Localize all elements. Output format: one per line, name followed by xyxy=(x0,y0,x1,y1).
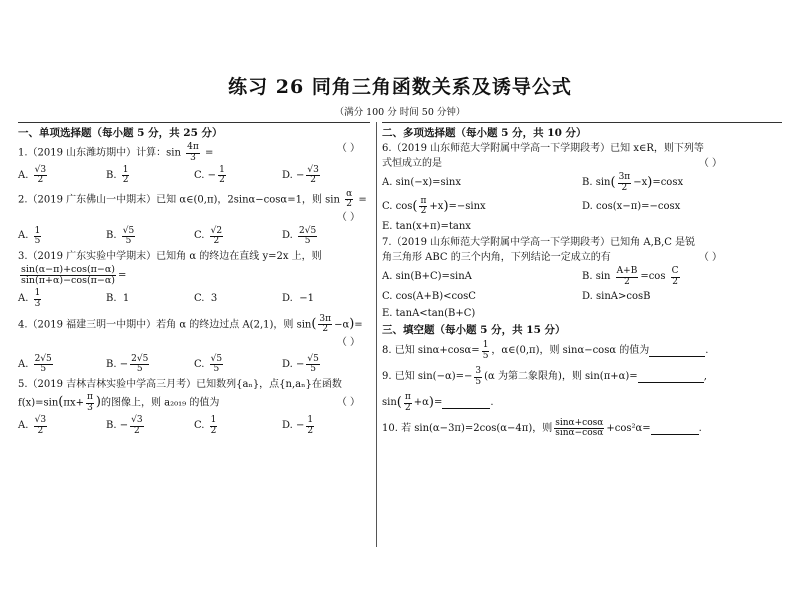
question-8: 8. 已知 sinα+cosα= $\frac{1}{5}$ ，α∈(0,π)，则 sinα−cosα 的值为 . xyxy=(382,340,709,361)
q1-option-d[interactable]: D. − $\frac{√3}{2}$ xyxy=(282,165,319,186)
q2-option-c[interactable]: C. $\frac{√2}{2}$ xyxy=(194,225,223,247)
q5-options xyxy=(18,416,370,436)
left-column: 一、单项选择题（每小题 5 分，共 25 分） 1.（2019 山东潍坊期中）计算：sin $\frac{4\pi}{3}$ = （ ） A. $\frac{√3}{2}$ B. $\frac{1}{2}$ C. − $\frac{1}{2}$ D. − $\frac{√3}{2}$ 2.（2019 广东佛山一中期末）已知 α∈(0,π)，2sinα−cosα=1，则 sin $\frac{\alpha}{2}$ = （ ） A. $\frac{1}{5}$ B. $\frac{√5}{5}$ C. $\frac{√2}{2}$ D. $\frac{2√5}{5}$ 3.（2019 广东实验中学期末）已知角 α 的终边在直线 y=2x 上，则 $\frac{\sin(\alpha-\pi)+\cos(\pi-\alpha)}{\sin(\pi+\alpha)-\cos(\pi-\alpha)}$ = A. $\frac{1}{3}$ B. 1 C. 3 D. −1 4.（2019 福建三明一中期中）若角 α 的终边过点 A(2,1)，则 sin( $\frac{3\pi}{2}$ −α)= （ ） A. $\frac{2√5}{5}$ B. − $\frac{2√5}{5}$ C. $\frac{√5}{5}$ D. − $\frac{√5}{5}$ 5.（2019 吉林吉林实验中学高三月考）已知数列{aₙ}，点{n,aₙ}在函数 f(x)=sin(πx+ $\frac{\pi}{3}$ )的图像上，则 a₂₀₁₉ 的值为 （ ） A. $\frac{√3}{2}$ B. − $\frac{√3}{2}$ C. $\frac{1}{2}$ D. − $\frac{1}{2}$ xyxy=(18,122,370,440)
question-5 xyxy=(18,379,370,392)
column-divider xyxy=(376,122,377,547)
q6-option-e[interactable]: E. tan(x+π)=tanx xyxy=(382,220,471,232)
question-7 xyxy=(382,237,782,250)
q5-option-d[interactable]: D. − $\frac{1}{2}$ xyxy=(282,415,314,436)
q8-answer-blank[interactable] xyxy=(649,345,705,357)
q1-options xyxy=(18,166,370,186)
q4-stem: 4.（2019 福建三明一中期中）若角 α 的终边过点 A(2,1)，则 sin xyxy=(18,319,312,331)
q3-option-c[interactable]: C. 3 xyxy=(194,292,218,304)
q1-stem: 1.（2019 山东潍坊期中）计算：sin xyxy=(18,147,181,159)
q7-options-row3 xyxy=(382,308,782,321)
q4-option-c[interactable]: C. $\frac{√5}{5}$ xyxy=(194,353,223,375)
q2-option-b[interactable]: B. $\frac{√5}{5}$ xyxy=(106,225,135,247)
q2-options xyxy=(18,227,370,247)
q9-answer-blank-1[interactable] xyxy=(638,371,704,383)
q1-option-a[interactable]: A. $\frac{√3}{2}$ xyxy=(18,165,47,186)
q9-answer-blank-2[interactable] xyxy=(442,397,490,409)
q7-option-b[interactable]: B. sin $\frac{A+B}{2}$ =cos $\frac{C}{2}$ xyxy=(582,266,679,287)
q7-option-c[interactable]: C. cos(A+B)<cosC xyxy=(382,291,476,303)
question-2: 2.（2019 广东佛山一中期末）已知 α∈(0,π)，2sinα−cosα=1，则 sin $\frac{\alpha}{2}$ = xyxy=(18,188,367,210)
answer-paren: （ ） xyxy=(336,336,360,348)
q6-option-d[interactable]: D. cos(x−π)=−cosx xyxy=(582,200,681,212)
q6-options-row3 xyxy=(382,221,782,234)
answer-paren: （ ） xyxy=(698,157,722,169)
top-rule-right xyxy=(382,122,782,123)
q4-option-d[interactable]: D. − $\frac{√5}{5}$ xyxy=(282,353,319,375)
answer-paren: （ ） xyxy=(336,143,360,155)
q7-option-d[interactable]: D. sinA>cosB xyxy=(582,291,651,303)
q1-option-c[interactable]: C. − $\frac{1}{2}$ xyxy=(194,165,225,186)
question-9-line2: sin ( $\frac{\pi}{2}$ +α ) = . xyxy=(382,392,494,413)
q3-option-d[interactable]: D. −1 xyxy=(282,292,314,304)
q2-option-a[interactable]: A. $\frac{1}{5}$ xyxy=(18,225,41,247)
q6-options-row2 xyxy=(382,197,782,217)
q6-option-a[interactable]: A. sin(−x)=sinx xyxy=(382,176,461,188)
question-1: 1.（2019 山东潍坊期中）计算：sin $\frac{4\pi}{3}$ = （ ） xyxy=(18,142,360,163)
q7-options-row1 xyxy=(382,267,782,287)
section-single-choice: 一、单项选择题（每小题 5 分，共 25 分） xyxy=(18,127,223,139)
q3-options xyxy=(18,289,370,309)
q3-frac: $\frac{\sin(\alpha-\pi)+\cos(\pi-\alpha)}{\sin(\pi+\alpha)-\cos(\pi-\alpha)}$ xyxy=(21,264,115,287)
q6-stem: 6.（2019 山东师范大学附属中学高一下学期段考）已知 x∈R，则下列等 xyxy=(382,143,704,155)
q5-stem: 5.（2019 吉林吉林实验中学高三月考）已知数列{aₙ}，点{n,aₙ}在函数 xyxy=(18,378,342,390)
q4-option-a[interactable]: A. $\frac{2√5}{5}$ xyxy=(18,353,52,375)
answer-paren: （ ） xyxy=(336,397,360,409)
question-10: 10. 若 sin(α−3π)=2cos(α−4π)，则 $\frac{\sin\alpha+\cos\alpha}{\sin\alpha-\cos\alpha}$ +cos²α= . xyxy=(382,418,702,439)
right-column: 二、多项选择题（每小题 5 分，共 10 分） 6.（2019 山东师范大学附属中学高一下学期段考）已知 x∈R，则下列等 式恒成立的是 （ ） A. sin(−x)=sinx B. sin ( $\frac{3\pi}{2}$ −x ) =cosx C. cos ( $\frac{\pi}{2}$ +x ) =−sinx D. cos(x−π)=−cosx E. tan(x+π)=tanx 7.（2019 山东师范大学附属中学高一下学期段考）已知角 A,B,C 是锐 角三角形 ABC 的三个内角，下列结论一定成立的有 （ ） A. sin(B+C)=sinA B. sin $\frac{A+B}{2}$ =cos $\frac{C}{2}$ C. cos(A+B)<cosC D. sinA>cosB E. tanA<tan(B+C) 三、填空题（每小题 5 分，共 15 分） 8. 已知 sinα+cosα= $\frac{1}{5}$ ，α∈(0,π)，则 sinα−cosα 的值为 . 9. 已知 sin(−α)=− $\frac{3}{5}$ (α 为第二象限角)，则 sin(π+α)= , sin ( $\frac{\pi}{2}$ +α ) = . 10. 若 sin(α−3π)=2cos(α−4π)，则 $\frac{\sin\alpha+\cos\alpha}{\sin\alpha-\cos\alpha}$ +cos²α= . xyxy=(382,122,782,445)
q7-options-row2 xyxy=(382,291,782,304)
q6-option-c[interactable]: C. cos ( $\frac{\pi}{2}$ +x ) =−sinx xyxy=(382,196,486,217)
page-title: 练习 26 同角三角函数关系及诱导公式 xyxy=(228,76,572,98)
q5-option-c[interactable]: C. $\frac{1}{2}$ xyxy=(194,415,217,436)
q3-stem: 3.（2019 广东实验中学期末）已知角 α 的终边在直线 y=2x 上，则 xyxy=(18,250,322,262)
question-3 xyxy=(18,251,370,264)
q3-option-a[interactable]: A. $\frac{1}{3}$ xyxy=(18,288,41,309)
answer-paren: （ ） xyxy=(698,251,722,263)
q6-option-b[interactable]: B. sin ( $\frac{3\pi}{2}$ −x ) =cosx xyxy=(582,172,684,193)
q5-option-a[interactable]: A. $\frac{√3}{2}$ xyxy=(18,415,47,436)
q1-option-b[interactable]: B. $\frac{1}{2}$ xyxy=(106,165,129,186)
section-fill-blank: 三、填空题（每小题 5 分，共 15 分） xyxy=(382,324,566,337)
section-multiple-choice: 二、多项选择题（每小题 5 分，共 10 分） xyxy=(382,127,587,139)
question-9: 9. 已知 sin(−α)=− $\frac{3}{5}$ (α 为第二象限角)，则 sin(π+α)= , xyxy=(382,366,707,387)
answer-paren: （ ） xyxy=(336,211,360,223)
q2-option-d[interactable]: D. $\frac{2√5}{5}$ xyxy=(282,225,317,247)
q1-frac: $\frac{4\pi}{3}$ xyxy=(187,142,199,163)
page-subtitle: （满分 100 分 时间 50 分钟） xyxy=(334,107,466,118)
question-6 xyxy=(382,143,782,156)
q3-option-b[interactable]: B. 1 xyxy=(106,292,130,304)
q7-option-a[interactable]: A. sin(B+C)=sinA xyxy=(382,271,472,283)
question-4: 4.（2019 福建三明一中期中）若角 α 的终边过点 A(2,1)，则 sin( $\frac{3\pi}{2}$ −α)= xyxy=(18,313,363,335)
q2-stem: 2.（2019 广东佛山一中期末）已知 α∈(0,π)，2sinα−cosα=1，则 sin xyxy=(18,194,340,206)
top-rule xyxy=(18,122,370,123)
q10-answer-blank[interactable] xyxy=(651,423,699,435)
q6-options-row1 xyxy=(382,173,782,193)
q5-option-b[interactable]: B. − $\frac{√3}{2}$ xyxy=(106,415,143,436)
q4-options xyxy=(18,355,370,375)
q7-stem: 7.（2019 山东师范大学附属中学高一下学期段考）已知角 A,B,C 是锐 xyxy=(382,237,696,249)
q7-option-e[interactable]: E. tanA<tan(B+C) xyxy=(382,307,476,319)
q4-option-b[interactable]: B. − $\frac{2√5}{5}$ xyxy=(106,353,149,375)
